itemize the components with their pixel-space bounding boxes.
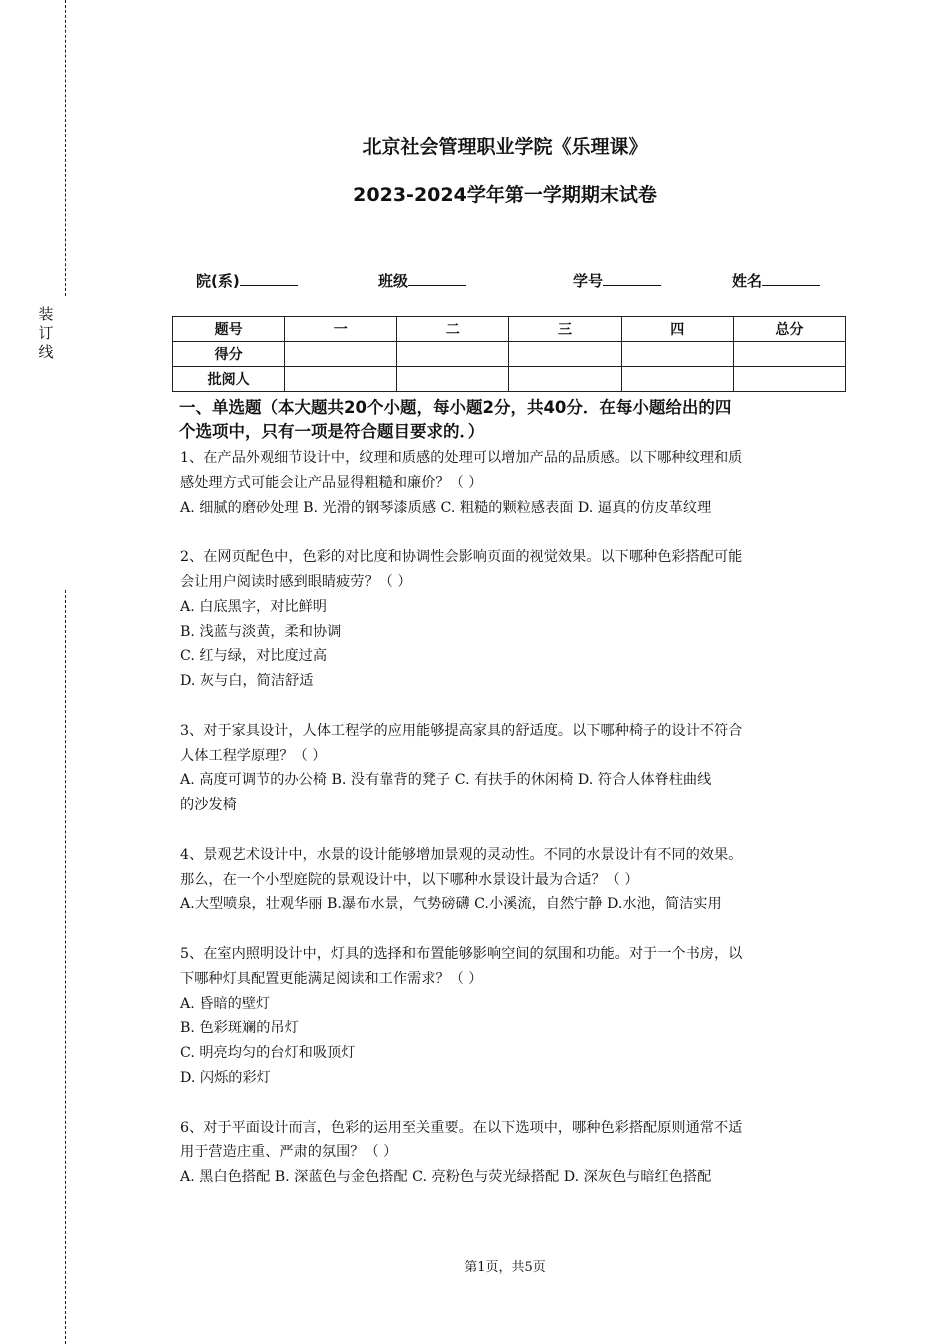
grader-cell[interactable] bbox=[397, 367, 509, 392]
score-header-cell: 四 bbox=[621, 317, 733, 342]
name-label: 姓名 bbox=[732, 272, 763, 290]
question-list bbox=[180, 446, 842, 1215]
grader-cell[interactable] bbox=[285, 367, 397, 392]
grader-row bbox=[173, 367, 846, 392]
dept-label: 院(系) bbox=[196, 272, 240, 290]
question-stem: 下哪种灯具配置更能满足阅读和工作需求？（ ） bbox=[180, 970, 483, 987]
grader-cell[interactable] bbox=[509, 367, 621, 392]
question-3 bbox=[180, 719, 842, 818]
class-field bbox=[378, 270, 466, 291]
question-stem: 那么，在一个小型庭院的景观设计中，以下哪种水景设计最为合适？（ ） bbox=[180, 871, 639, 888]
score-header-cell: 总分 bbox=[733, 317, 845, 342]
question-stem: 3、对于家具设计，人体工程学的应用能够提高家具的舒适度。以下哪种椅子的设计不符合 bbox=[180, 722, 743, 739]
question-1 bbox=[180, 446, 842, 520]
dept-blank[interactable] bbox=[240, 271, 298, 286]
score-cell[interactable] bbox=[509, 342, 621, 367]
student-id-blank[interactable] bbox=[603, 271, 661, 286]
score-header-cell: 三 bbox=[509, 317, 621, 342]
page-footer: 第1页，共5页 bbox=[464, 1260, 546, 1275]
section-heading bbox=[179, 396, 844, 444]
question-stem: 人体工程学原理？（ ） bbox=[180, 747, 327, 764]
score-cell[interactable] bbox=[285, 342, 397, 367]
name-blank[interactable] bbox=[762, 271, 820, 286]
question-option: D. 灰与白，简洁舒适 bbox=[180, 673, 314, 690]
score-table bbox=[172, 316, 846, 392]
question-options: 的沙发椅 bbox=[180, 797, 237, 814]
question-option: C. 明亮均匀的台灯和吸顶灯 bbox=[180, 1045, 356, 1062]
section-heading-line: 一、单选题（本大题共20个小题，每小题2分，共40分．在每小题给出的四 bbox=[179, 398, 732, 417]
score-header-cell: 二 bbox=[397, 317, 509, 342]
question-stem: 会让用户阅读时感到眼睛疲劳？（ ） bbox=[180, 573, 412, 590]
score-table-header-row bbox=[173, 317, 846, 342]
score-cell[interactable] bbox=[733, 342, 845, 367]
dept-field bbox=[196, 270, 298, 291]
question-5 bbox=[180, 942, 842, 1091]
binding-line-bottom bbox=[65, 590, 66, 1344]
grader-cell[interactable] bbox=[733, 367, 845, 392]
question-stem: 5、在室内照明设计中，灯具的选择和布置能够影响空间的氛围和功能。对于一个书房，以 bbox=[180, 945, 743, 962]
question-option: B. 色彩斑斓的吊灯 bbox=[180, 1020, 299, 1037]
score-cell[interactable] bbox=[397, 342, 509, 367]
question-4 bbox=[180, 843, 842, 917]
class-label: 班级 bbox=[378, 272, 409, 290]
section-heading-line: 个选项中，只有一项是符合题目要求的．） bbox=[179, 422, 485, 441]
student-id-label: 学号 bbox=[573, 272, 604, 290]
class-blank[interactable] bbox=[408, 271, 466, 286]
score-cell[interactable] bbox=[621, 342, 733, 367]
exam-title: 北京社会管理职业学院《乐理课》 bbox=[362, 136, 648, 158]
grader-cell[interactable] bbox=[621, 367, 733, 392]
question-stem: 感处理方式可能会让产品显得粗糙和廉价？（ ） bbox=[180, 474, 483, 491]
question-stem: 用于营造庄重、严肃的氛围？（ ） bbox=[180, 1144, 398, 1161]
question-stem: 2、在网页配色中，色彩的对比度和协调性会影响页面的视觉效果。以下哪种色彩搭配可能 bbox=[180, 549, 743, 566]
question-options: A. 黑白色搭配 B. 深蓝色与金色搭配 C. 亮粉色与荧光绿搭配 D. 深灰色与暗红色搭配 bbox=[180, 1169, 712, 1186]
question-option: B. 浅蓝与淡黄，柔和协调 bbox=[180, 623, 342, 640]
score-header-cell: 一 bbox=[285, 317, 397, 342]
score-row bbox=[173, 342, 846, 367]
student-id-field bbox=[573, 270, 661, 291]
question-option: A. 昏暗的壁灯 bbox=[180, 995, 271, 1012]
question-option: C. 红与绿，对比度过高 bbox=[180, 648, 328, 665]
question-option: A. 白底黑字，对比鲜明 bbox=[180, 598, 327, 615]
question-options: A.大型喷泉，壮观华丽 B.瀑布水景，气势磅礴 C.小溪流，自然宁静 D.水池，简洁实用 bbox=[180, 896, 722, 913]
question-options: A. 高度可调节的办公椅 B. 没有靠背的凳子 C. 有扶手的休闲椅 D. 符合人体脊柱曲线 bbox=[180, 772, 712, 789]
score-header-cell: 题号 bbox=[173, 317, 285, 342]
exam-subtitle: 2023-2024学年第一学期期末试卷 bbox=[353, 184, 657, 206]
name-field bbox=[732, 270, 820, 291]
question-options: A. 细腻的磨砂处理 B. 光滑的钢琴漆质感 C. 粗糙的颗粒感表面 D. 逼真的仿皮革纹理 bbox=[180, 499, 712, 516]
grader-row-label: 批阅人 bbox=[173, 367, 285, 392]
score-row-label: 得分 bbox=[173, 342, 285, 367]
question-stem: 6、对于平面设计而言，色彩的运用至关重要。在以下选项中，哪种色彩搭配原则通常不适 bbox=[180, 1119, 743, 1136]
question-option: D. 闪烁的彩灯 bbox=[180, 1069, 271, 1086]
question-stem: 1、在产品外观细节设计中，纹理和质感的处理可以增加产品的品质感。以下哪种纹理和质 bbox=[180, 450, 743, 466]
question-6 bbox=[180, 1116, 842, 1190]
question-2 bbox=[180, 545, 842, 694]
question-stem: 4、景观艺术设计中，水景的设计能够增加景观的灵动性。不同的水景设计有不同的效果。 bbox=[180, 846, 743, 863]
binding-label: 装订线 bbox=[38, 305, 54, 361]
